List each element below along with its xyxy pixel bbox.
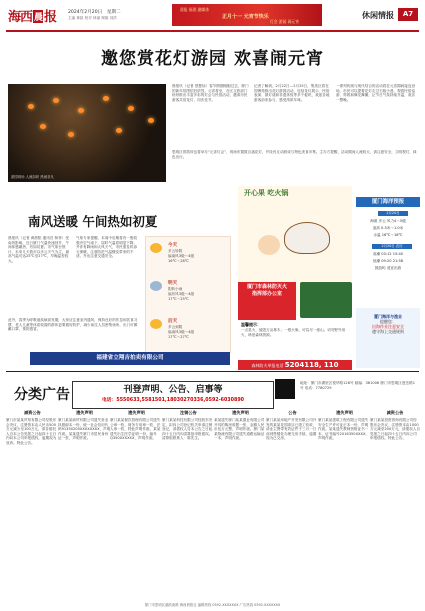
classified-head: 公告: [288, 410, 297, 415]
ocean-row: 低潮 09:20 21:58: [372, 259, 404, 263]
forecast-day: 明天: [168, 281, 178, 286]
forecast-temp: 16℃～28℃: [168, 259, 189, 263]
banner-line-3: 灯会 游园 闹元宵: [270, 19, 299, 24]
cow-illustration: [284, 222, 330, 254]
hotline-number: 5204118, 110: [284, 361, 339, 369]
ocean-forecast-title: 厦门海洋预报: [356, 197, 420, 207]
masthead: [0, 0, 425, 30]
sun-cloud-icon: [150, 243, 162, 253]
classified-head: 遗失声明: [128, 410, 145, 415]
qr-code-icon[interactable]: [275, 379, 295, 399]
logo-seal: 晨: [33, 10, 43, 23]
photo-caption: 游园现场 人流如织 热闹非凡: [11, 175, 54, 179]
forecast-sky: 阴转小雨: [168, 287, 183, 291]
classified-head: 减资公告: [386, 410, 404, 415]
forest-illustration: [300, 282, 352, 318]
sun-cloud-icon: [150, 319, 162, 329]
fire-office-line-2: 指挥部办公室: [251, 291, 282, 297]
page-number: A7: [398, 8, 418, 21]
classified-column-7: [318, 410, 371, 602]
forecast-tomorrow: [146, 277, 230, 313]
forecast-today: [146, 239, 230, 275]
classifieds-divider: [6, 371, 419, 372]
forecast-sky: 多云转阴: [168, 249, 183, 253]
fire-tip-box: [238, 320, 352, 360]
ocean-row: 高潮 03:12 15:40: [372, 252, 404, 256]
classified-text: 厦门某某投资咨询有限公司经股东会决议，注册资本由1000万元减至200万元，请债权人自见报之日起四十五日内向公司申报债权。特此公告。: [370, 418, 420, 441]
ocean-row: 水温 16℃～18℃: [373, 233, 403, 237]
ocean-row: 浪高 0.5米～1.0米: [372, 226, 404, 230]
issue-date: 2024年2月20日 星期二: [68, 10, 121, 15]
classifieds-title: 分类广告: [14, 387, 70, 403]
logo-text-b: 报: [44, 10, 57, 25]
lantern-article-col-4: 思明区曾厝垵也将举办“元宵灯会”，现场布置数百盏花灯，并设有互动游戏与特色美食市集。主办方提醒，活动期间人流较大，请注意安全，文明观灯，绿色出行。: [172, 150, 417, 159]
weather-article-col-3: 此外，春季为呼吸道疾病高发期，大家应注意室内通风，保持良好的作息和饮食习惯，老人儿童等体质较弱的群体更要做好防护，减少前往人员密集场所，出门可佩戴口罩，预防感冒。: [8, 318, 138, 332]
forecast-day: 今天: [168, 243, 178, 248]
classified-text: 厦门某某科技有限公司经股东决定，拟向公司登记机关申请注销登记，请债权人自本公告之日起四十五日内向清算组申报债权。清算组联系人：陈先生。: [162, 418, 213, 441]
classified-text: 厦门某某餐饮管理有限公司遗失公章一枚、财务专用章一枚、法人章一枚，特此声明作废。某某遗失出生医学证明一份，编号Q350XXXXXX，声明作废。: [110, 418, 161, 441]
editor-line: 主编 林凯 校对 林丽 制版 刘洪: [68, 16, 117, 20]
fire-hotline[interactable]: [238, 360, 352, 370]
classified-text: 厦门市某某贸易有限公司经股东会决议，注册资本由人民币500万元减少至100万元，请各债权人自本公告见报之日起四十五日内向本公司申报债权，逾期视为放弃。特此公告。: [6, 418, 57, 445]
newspaper-logo[interactable]: [8, 6, 56, 25]
classified-column-6: [266, 410, 319, 602]
cartoon-title: 开心果 吃火锅: [244, 189, 289, 197]
classified-column-8: [370, 410, 420, 602]
hotline-label: 森林防火举报电话: [251, 363, 284, 368]
auction-ad-strip[interactable]: 福建省立翔吉拍卖有限公司: [30, 352, 230, 365]
ocean-date-1: 2月20日: [378, 211, 408, 216]
logo-text-a: 海西: [8, 10, 33, 25]
classified-column-5: [214, 410, 267, 602]
classified-column-1: [6, 410, 59, 602]
tip-text: 一点星火，能毁万亩林木；一根火柴，可烧尽一座山。切勿野外用火，珍爱森林资源。: [241, 328, 346, 337]
ocean-notice-box: [356, 308, 420, 368]
ocean-date-2: 2月20日 农历: [372, 244, 412, 249]
tip-title: 温馨提示：: [241, 322, 261, 327]
forecast-wind: 偏东风3级～4级: [168, 292, 195, 296]
lantern-photo[interactable]: [8, 84, 166, 182]
notice-box[interactable]: [72, 381, 274, 409]
fire-office-line-1: 厦门市森林防灭火: [246, 284, 287, 290]
classified-text: 某某遗失厦门某某置业有限公司开具的购房收据一张，金额人民币伍万元整，声明作废。厦门某某物流有限公司遗失道路运输证一本，声明作废。: [214, 418, 265, 441]
weather-article-col-2: 气象专家提醒，本周中后期将有一股较强冷空气南下，届时气温将明显下降，并伴有降雨和大风天气，市民需及时添衣保暖，注意防范气温骤变带来的不适，外出注意交通安全。: [76, 236, 138, 259]
lantern-article-col-1: 晨报讯（记者 蔡慧仙）春节假期刚刚过去，厦门的新年氛围依旧浓烈。元宵将至，各区文旅部门纷纷推出丰富多彩的灯会与民俗活动，邀请市民游客共赏花灯、同庆佳节。: [172, 84, 249, 102]
forecast-wind: 偏南风3级～4级: [168, 330, 195, 334]
ocean-row: 海面 多云 风力4～5级: [370, 219, 406, 223]
section-name: 休闲情报: [362, 11, 394, 20]
classified-head: 减资公告: [24, 410, 41, 415]
forecast-panel: [145, 236, 231, 353]
header-divider: [6, 30, 419, 32]
classified-head: 遗失声明: [336, 410, 353, 415]
lantern-article-col-3: 一系列传统与现代结合的活动将在元宵期间接连登场，市民可以提着花灯走过石板小巷，观看民俗巡游、剪纸和舞龙舞狮，让节日气氛持续升温，欢乐一整晚。: [336, 84, 416, 102]
classified-column-4: [162, 410, 215, 602]
ocean-notice-line: 出海作业注意安全: [372, 324, 404, 329]
classified-text: 厦门某某建筑工程有限公司遗失安全生产许可证正本一份，声明作废。某某遗失教师资格证书一本，证书编号2016350XXXX，声明作废。: [318, 418, 370, 441]
classified-column-2: [58, 410, 111, 602]
forecast-wind: 偏南风3级～4级: [168, 254, 195, 258]
header-banner-ad[interactable]: [172, 4, 322, 26]
classified-column-3: [110, 410, 163, 602]
fire-office-box: [238, 282, 296, 320]
ocean-notice-line: 厦门海洋与渔业: [374, 314, 402, 319]
weather-headline: 南风送暖 午间热如初夏: [28, 214, 158, 229]
ocean-row: 鼓浪屿 适宜出游: [374, 266, 402, 270]
notice-address: 地址：厦门市湖里区悦华路126号 邮编：361006 厦门市思明区莲岳路1号 电话：7780729: [300, 381, 415, 390]
rain-cloud-icon: [150, 281, 162, 291]
main-headline: 邀您赏花灯游园 欢喜闹元宵: [101, 49, 324, 69]
forecast-day: 后天: [168, 319, 178, 324]
banner-line-2: 正月十一 元宵节快乐: [222, 14, 269, 20]
forecast-day-after: [146, 315, 230, 351]
classified-head: 遗失声明: [232, 410, 249, 415]
forecast-temp: 17℃～27℃: [168, 335, 189, 339]
ocean-notice-line: 遵守海上交通规则: [372, 329, 404, 334]
classified-text: 厦门某某房地产开发有限公司开发的某某花园项目已竣工验收，请业主携带有效证件于三月一日前到售楼处办理交房手续，逾期视为已交房。: [266, 418, 317, 441]
banner-line-1: 晨报 福建 融媒体: [180, 7, 209, 12]
ocean-notice-line: 提醒您：: [380, 319, 396, 324]
hotpot-illustration: [258, 235, 280, 255]
page-footer: 厦门市思明区湖滨南路 海西晨报社 编辑热线 0592-XXXXXXX 广告热线 0592-XXXXXXX: [144, 603, 281, 607]
notice-phone: 电话：5550633,5581501,18030270336,0592-6030890: [101, 398, 244, 403]
classified-head: 注销公告: [180, 410, 197, 415]
notice-title: 刊登声明、公告、启事等: [123, 385, 223, 395]
forecast-sky: 多云到阴: [168, 325, 183, 329]
classified-text: 厦门某某商贸有限公司遗失营业执照副本一份，统一社会信用代码91350200XXXXXXXX，声明作废。某某遗失厦门市居民身份证一张，声明作废。: [58, 418, 111, 441]
weather-article-col-1: 晨报讯（记者 黄晨阳 通讯员 林菲）受南风影响，近日厦门气温快速回升，午间体感燥热，有如初夏。市气象台预计，未来几天我市以多云天气为主，最高气温可达25℃至27℃，早晚温差较大。: [8, 236, 70, 263]
classified-head: 遗失声明: [76, 410, 93, 415]
forecast-temp: 17℃～25℃: [168, 297, 189, 301]
lantern-article-col-2: 记者了解到，2月22日—2月25日，集美区将在园博苑推出花灯游园活动，包括花灯展示、民俗表演、猜灯谜和非遗体验等多个板块，欢迎各地游客前来参与，感受浓浓年味。: [254, 84, 330, 102]
